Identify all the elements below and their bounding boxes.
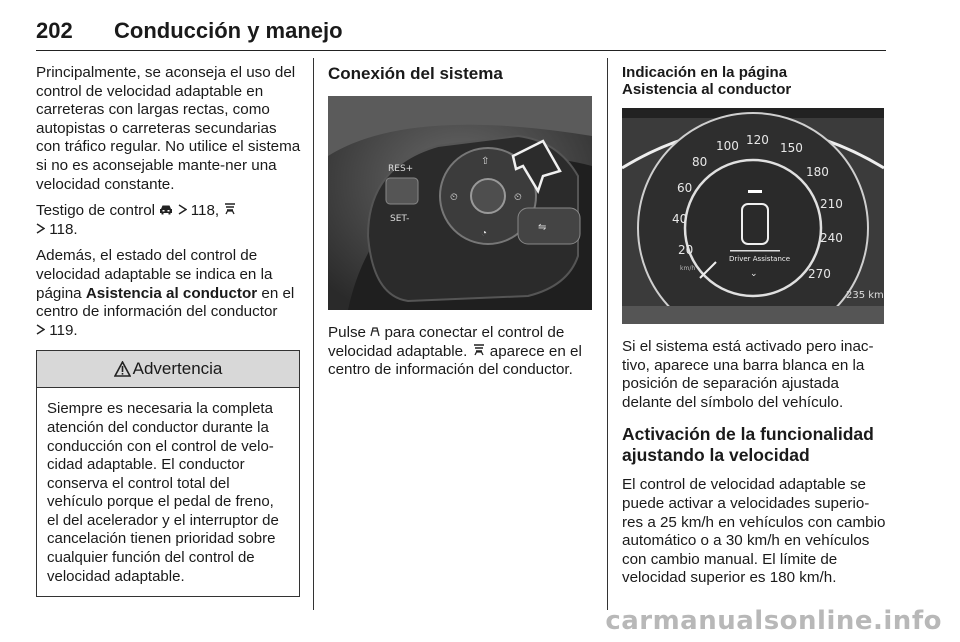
unit-label: km/h [680,265,696,272]
paragraph-activation: El control de velocidad adaptable se puede activar a velocidades superio-res a 25 km/h en vehículos con cambio automático o a 30 km/h en vehículos con cambio manual. El límite de velocidad superior es 180 km/h. [622,476,886,587]
speed-label: 40 [672,212,688,226]
svg-text:⇧: ⇧ [481,156,490,167]
res-label: RES+ [388,164,414,174]
column-divider [607,58,608,610]
warning-header [37,351,299,388]
section-heading-indication: Indicación en la página Asistencia al conductor [622,64,792,98]
column-middle [328,64,596,388]
set-label: SET- [390,214,410,224]
column-divider [313,58,314,610]
reference-arrow-icon [36,324,45,335]
warning-triangle-icon [114,361,131,377]
speed-label: 100 [716,139,739,153]
speed-label: 80 [692,155,708,169]
reference-arrow-icon [178,204,187,215]
column-right [622,64,888,596]
speed-label: 120 [746,133,769,147]
acc-icon [223,203,237,215]
section-heading-activation: Activación de la funcionalidad ajustando la velocidad [622,424,874,466]
speed-label: 240 [820,231,843,245]
paragraph-usage: Principalmente, se aconseja el uso del control de velocidad adaptable en carreteras con largas rectas, como autopistas o carreteras secundarias con tráfico regular. No utilice el sistema si no es aconsejable mante-ner una velocidad constante. [36,64,301,193]
reference-arrow-icon [36,223,45,234]
speed-label: 210 [820,197,843,211]
svg-text:◔: ◔ [481,228,488,239]
column-left [36,64,302,597]
odometer-label: 235 km [846,290,884,301]
svg-text:⇋: ⇋ [538,222,547,233]
paragraph-connect: Pulse para conectar el control de velocidad adaptable. aparece en el centro de información del conductor. [328,324,582,379]
warning-box [36,350,300,597]
speed-label: 150 [780,141,803,155]
speed-label: 20 [678,243,694,257]
warning-title: Advertencia [132,359,223,379]
paragraph-status-page: Además, el estado del control de velocidad adaptable se indica en la página Asistencia al conductor en el centro de información del conductor 119. [36,247,295,339]
svg-text:⏲: ⏲ [450,192,458,203]
speed-label: 180 [806,165,829,179]
page-header [36,10,886,51]
page-title: Conducción y manejo [114,18,343,43]
speed-label: 270 [808,267,831,281]
paragraph-control-lamp: Testigo de control 118, 118. [36,202,302,239]
section-heading-system-connection: Conexión del sistema [328,64,503,83]
svg-text:⌄: ⌄ [750,268,758,278]
paragraph-inactive: Si el sistema está activado pero inac-tivo, aparece una barra blanca en la posición de separación ajustada delante del símbolo del vehículo. [622,338,874,411]
warning-text: Siempre es necesaria la completa atención del conductor durante la conducción con el control de velo-cidad adaptable. El conductor conserva el control total del vehículo porque el pedal de freno, el del acelerador y el interruptor de cancelación tienen prioridad sobre cualquier función del control de velocidad adaptable. [47,400,279,585]
car-icon [159,204,173,215]
svg-text:⏲: ⏲ [514,192,522,203]
driver-assistance-label: Driver Assistance [729,255,791,263]
page-number: 202 [36,18,73,43]
acc-icon [472,344,486,356]
acc-switch-icon [370,326,380,337]
speed-label: 60 [677,181,693,195]
instrument-cluster-image [622,108,884,324]
watermark: carmanualsonline.info [605,606,942,636]
steering-wheel-controls-image [328,96,592,310]
